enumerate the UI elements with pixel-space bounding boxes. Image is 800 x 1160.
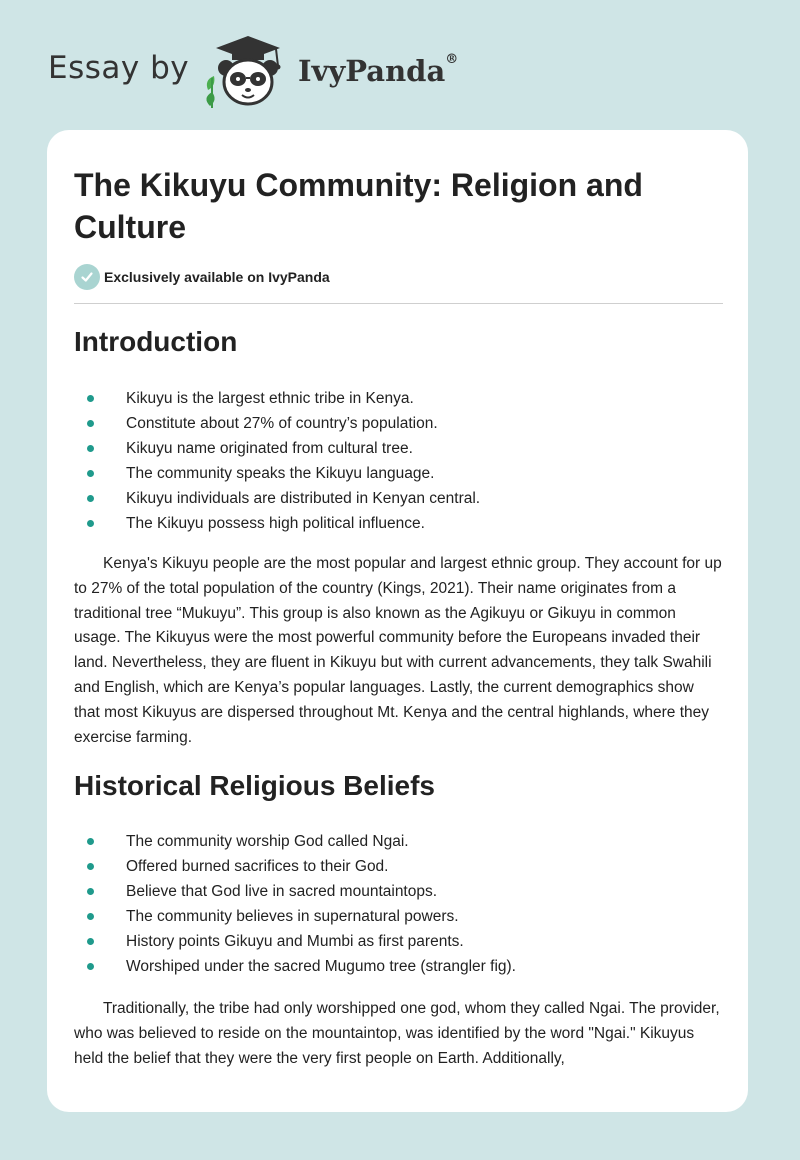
exclusive-label: Exclusively available on IvyPanda [104, 269, 330, 285]
bullet-icon [87, 445, 94, 452]
bullet-icon [87, 938, 94, 945]
list-item: Constitute about 27% of country’s population. [74, 411, 714, 436]
brand-name[interactable]: IvyPanda® [298, 52, 459, 88]
list-item: The community believes in supernatural powers. [74, 904, 714, 929]
beliefs-bullet-list [74, 829, 714, 979]
bullet-icon [87, 495, 94, 502]
introduction-paragraph: Kenya's Kikuyu people are the most popular and largest ethnic group. They account for up to 27% of the total population of the country (Kings, 2021). Their name originates from a traditional tree “Mukuyu”. This group is also known as the Agikuyu or Gikuyu in common usage. The Kikuyus were the most powerful community before the Europeans invaded their land. Nevertheless, they are fluent in Kikuyu but with current advancements, they talk Swahili and English, which are Kenya’s popular languages. Lastly, the current demographics show that most Kikuyus are dispersed throughout Mt. Kenya and the central highlands, where they exercise farming. [74, 555, 722, 746]
registered-mark: ® [445, 52, 459, 67]
bullet-icon [87, 963, 94, 970]
article-title: The Kikuyu Community: Religion and Culture [74, 167, 643, 245]
bullet-icon [87, 913, 94, 920]
list-item: Worshiped under the sacred Mugumo tree (strangler fig). [74, 954, 714, 979]
exclusive-badge [74, 264, 330, 290]
introduction-bullet-list [74, 386, 714, 536]
check-icon [74, 264, 100, 290]
list-item: Offered burned sacrifices to their God. [74, 854, 714, 879]
beliefs-paragraph: Traditionally, the tribe had only worshipped one god, whom they called Ngai. The provider, who was believed to reside on the mountaintop, was identified by the word "Ngai." Kikuyus held the belief that they were the very first people on Earth. Additionally, [74, 1000, 720, 1067]
bullet-icon [87, 420, 94, 427]
bullet-icon [87, 520, 94, 527]
list-item: History points Gikuyu and Mumbi as first parents. [74, 929, 714, 954]
bullet-icon [87, 838, 94, 845]
essay-by-label: Essay by [48, 50, 190, 86]
bullet-icon [87, 888, 94, 895]
title-divider [74, 303, 723, 304]
list-item: Kikuyu individuals are distributed in Kenyan central. [74, 486, 714, 511]
section-heading-introduction: Introduction [74, 326, 238, 357]
bullet-icon [87, 863, 94, 870]
bullet-icon [87, 395, 94, 402]
list-item: The community worship God called Ngai. [74, 829, 714, 854]
list-item: Kikuyu name originated from cultural tree. [74, 436, 714, 461]
site-header [48, 34, 508, 114]
list-item: Believe that God live in sacred mountaintops. [74, 879, 714, 904]
list-item: The Kikuyu possess high political influence. [74, 511, 714, 536]
list-item: The community speaks the Kikuyu language. [74, 461, 714, 486]
list-item: Kikuyu is the largest ethnic tribe in Kenya. [74, 386, 714, 411]
article-card [47, 130, 748, 1112]
panda-logo-icon[interactable] [202, 34, 294, 110]
bullet-icon [87, 470, 94, 477]
section-heading-historical-religious-beliefs: Historical Religious Beliefs [74, 770, 435, 801]
